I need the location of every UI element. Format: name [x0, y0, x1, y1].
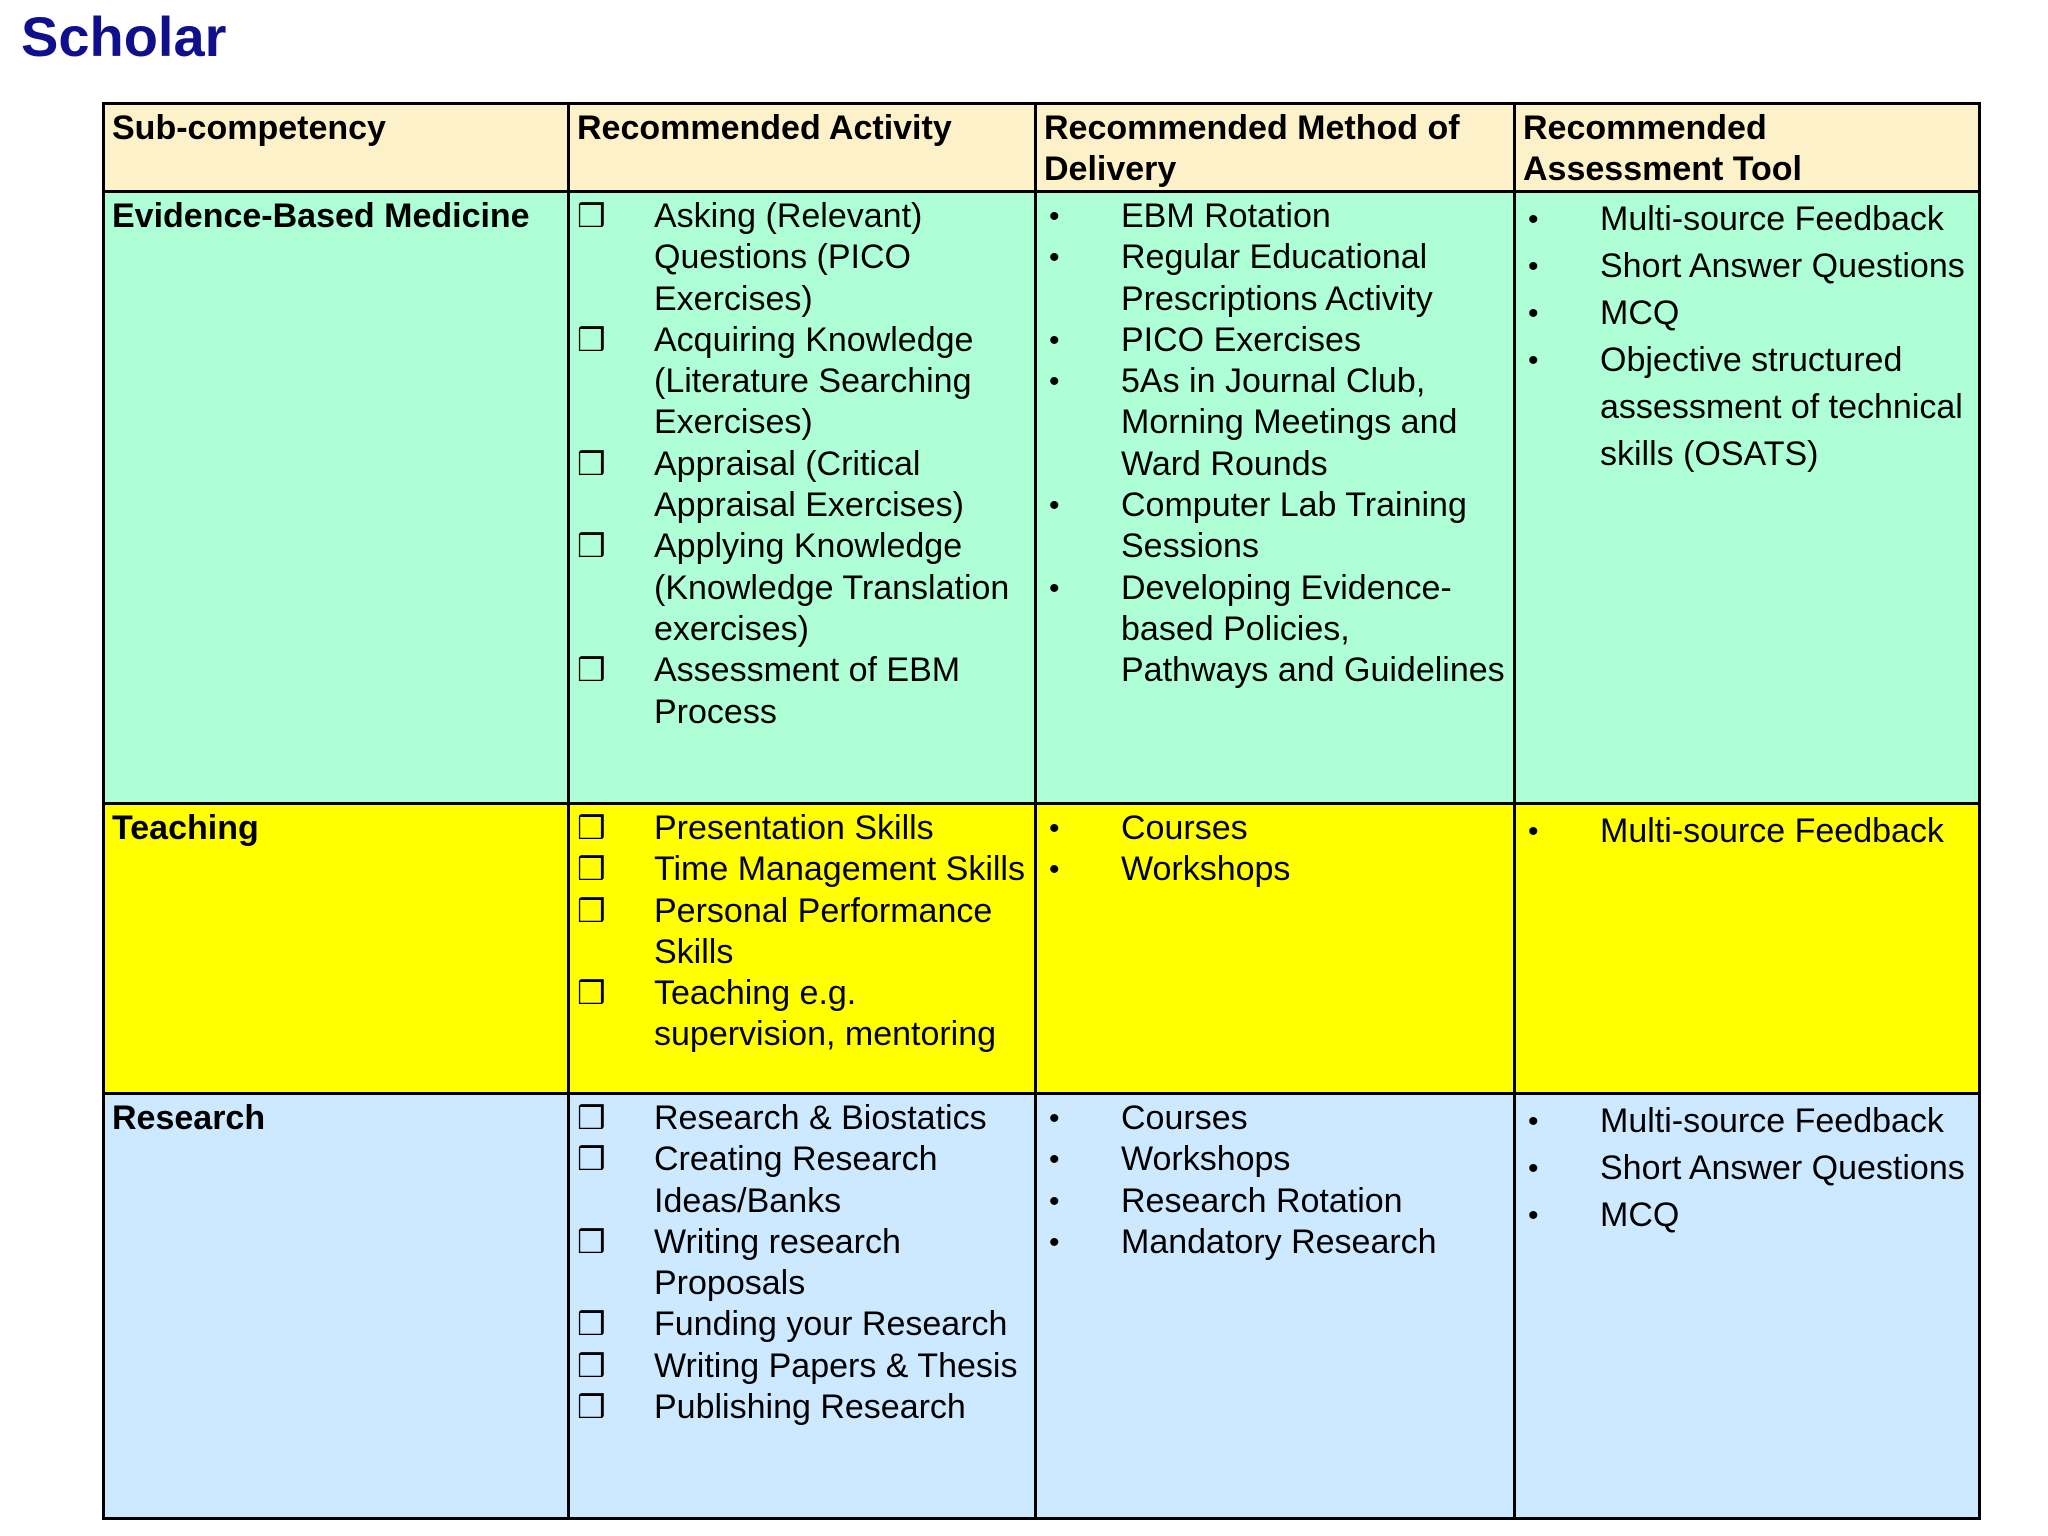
table-row-teaching — [104, 804, 1980, 1094]
column-header-method: Recommended Method of Delivery — [1036, 104, 1515, 192]
sub-competency-cell: Evidence-Based Medicine — [104, 192, 569, 804]
list-item: ❒ Asking (Relevant) Questions (PICO Exercises) — [577, 197, 923, 318]
list-item: • Objective structured assessment of technical skills (OSATS) — [1523, 337, 1971, 478]
checkbox-icon: ❒ — [577, 528, 606, 565]
checkbox-icon: ❒ — [577, 652, 606, 689]
sub-competency-cell: Research — [104, 1094, 569, 1519]
list-item: • Regular Educational Prescriptions Activity — [1049, 238, 1433, 318]
list-item: • Courses — [1044, 1098, 1506, 1139]
list-item: ❒ Writing research Proposals — [577, 1222, 901, 1303]
list-item: • EBM Rotation — [1044, 196, 1506, 237]
activity-cell — [569, 1094, 1036, 1519]
bullet-icon: • — [1528, 344, 1539, 377]
checkbox-icon: ❒ — [577, 321, 606, 358]
checkbox-icon: ❒ — [577, 198, 606, 234]
activity-list — [577, 1098, 1027, 1428]
bullet-icon: • — [1049, 323, 1060, 357]
bullet-icon: • — [1528, 1105, 1539, 1138]
assessment-cell — [1515, 804, 1980, 1094]
bullet-icon: • — [1049, 489, 1060, 523]
bullet-icon: • — [1049, 200, 1060, 233]
bullet-icon: • — [1528, 297, 1539, 330]
checkbox-icon: ❒ — [577, 851, 606, 888]
method-cell — [1036, 192, 1515, 804]
method-list — [1044, 808, 1506, 891]
assessment-cell — [1515, 1094, 1980, 1519]
checkbox-icon: ❒ — [577, 1141, 606, 1178]
checkbox-icon: ❒ — [577, 1100, 606, 1136]
bullet-icon: • — [1049, 1102, 1060, 1135]
competency-table — [102, 102, 1981, 1520]
method-cell — [1036, 804, 1515, 1094]
list-item: ❒ Creating Research Ideas/Banks — [577, 1140, 938, 1220]
list-item: ❒ Presentation Skills — [577, 808, 1027, 849]
table-row-ebm — [104, 192, 1980, 804]
assessment-list — [1523, 808, 1971, 855]
activity-cell — [569, 804, 1036, 1094]
bullet-icon: • — [1049, 853, 1060, 887]
column-header-activity: Recommended Activity — [569, 104, 1036, 192]
assessment-list — [1523, 196, 1971, 478]
list-item: ❒ Appraisal (Critical Appraisal Exercises) — [577, 444, 964, 525]
bullet-icon: • — [1528, 1152, 1539, 1185]
checkbox-icon: ❒ — [577, 975, 606, 1012]
list-item: • Developing Evidence-based Policies, Pathways and Guidelines — [1049, 568, 1505, 690]
list-item: ❒ Publishing Research — [577, 1387, 1027, 1428]
checkbox-icon: ❒ — [577, 1223, 606, 1260]
checkbox-icon: ❒ — [577, 1389, 606, 1426]
activity-cell — [569, 192, 1036, 804]
table-row-research — [104, 1094, 1980, 1519]
table-header-row — [104, 104, 1980, 192]
assessment-list — [1523, 1098, 1971, 1239]
list-item: • PICO Exercises — [1044, 320, 1506, 361]
page-title: Scholar — [21, 5, 227, 68]
list-item: ❒ Funding your Research — [577, 1304, 1027, 1345]
list-item: • Computer Lab Training Sessions — [1049, 486, 1467, 566]
list-item: • Research Rotation — [1044, 1181, 1506, 1222]
checkbox-icon: ❒ — [577, 445, 606, 482]
checkbox-icon: ❒ — [577, 892, 606, 929]
method-list — [1044, 1098, 1506, 1263]
checkbox-icon: ❒ — [577, 1347, 606, 1384]
method-cell — [1036, 1094, 1515, 1519]
activity-list — [577, 808, 1027, 1056]
checkbox-icon: ❒ — [577, 810, 606, 846]
bullet-icon: • — [1528, 1199, 1539, 1232]
list-item: • Multi-source Feedback — [1523, 1098, 1971, 1145]
column-header-sub-competency: Sub-competency — [104, 104, 569, 192]
list-item: • Multi-source Feedback — [1523, 196, 1971, 243]
activity-list — [577, 196, 1027, 733]
list-item: ❒ Time Management Skills — [577, 849, 1027, 890]
bullet-icon: • — [1049, 812, 1060, 845]
list-item: • MCQ — [1523, 1192, 1971, 1239]
list-item: ❒ Applying Knowledge (Knowledge Translation exercises) — [577, 527, 1010, 648]
bullet-icon: • — [1528, 815, 1539, 848]
list-item: • Workshops — [1044, 849, 1506, 890]
bullet-icon: • — [1049, 1225, 1060, 1259]
sub-competency-cell: Teaching — [104, 804, 569, 1094]
list-item: • Workshops — [1044, 1139, 1506, 1180]
bullet-icon: • — [1528, 203, 1539, 236]
assessment-cell — [1515, 192, 1980, 804]
list-item: ❒ Personal Performance Skills — [577, 891, 993, 971]
list-item: • Mandatory Research — [1044, 1222, 1506, 1263]
list-item: ❒ Writing Papers & Thesis — [577, 1346, 1027, 1387]
bullet-icon: • — [1049, 1143, 1060, 1177]
list-item: ❒ Teaching e.g. supervision, mentoring — [577, 974, 997, 1054]
bullet-icon: • — [1049, 571, 1060, 605]
list-item: • 5As in Journal Club, Morning Meetings and Ward Rounds — [1049, 362, 1458, 483]
bullet-icon: • — [1528, 250, 1539, 283]
list-item: • Short Answer Questions — [1523, 243, 1971, 290]
list-item: • Short Answer Questions — [1523, 1145, 1971, 1192]
bullet-icon: • — [1049, 241, 1060, 275]
list-item: • MCQ — [1523, 290, 1971, 337]
method-list — [1044, 196, 1506, 692]
bullet-icon: • — [1049, 365, 1060, 399]
checkbox-icon: ❒ — [577, 1306, 606, 1343]
list-item: • Multi-source Feedback — [1523, 808, 1971, 855]
list-item: • Courses — [1044, 808, 1506, 849]
list-item: ❒ Acquiring Knowledge (Literature Searching Exercises) — [577, 320, 974, 442]
column-header-assessment: Recommended Assessment Tool — [1515, 104, 1980, 192]
bullet-icon: • — [1049, 1184, 1060, 1218]
list-item: ❒ Assessment of EBM Process — [577, 651, 961, 731]
list-item: ❒ Research & Biostatics — [577, 1098, 1027, 1139]
